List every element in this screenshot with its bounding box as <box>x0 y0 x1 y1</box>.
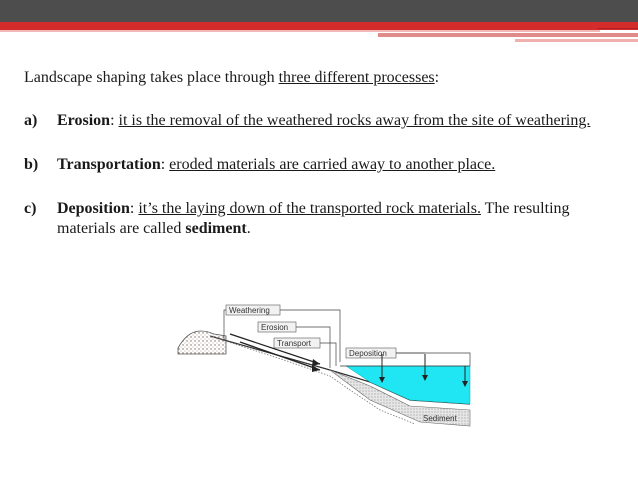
term-colon: : <box>129 200 139 217</box>
definition-deposition: it’s the laying down of the transported rock materials. <box>138 200 481 217</box>
label-sediment: Sediment <box>423 414 457 423</box>
list-item-deposition <box>24 199 606 239</box>
list-item-erosion <box>24 111 606 131</box>
header-bar-red-light <box>0 30 600 32</box>
list-marker: b) <box>24 156 39 173</box>
header-accent-line <box>598 28 638 29</box>
intro-colon: : <box>434 69 440 86</box>
intro-underlined: three different processes <box>278 69 435 86</box>
label-deposition: Deposition <box>349 349 387 358</box>
term-colon: : <box>160 156 170 173</box>
sentence-period: . <box>246 220 251 237</box>
definition-erosion: it is the removal of the weathered rocks away from the site of weathering. <box>118 112 591 129</box>
intro-text: Landscape shaping takes place through <box>24 69 279 86</box>
header-bar-red <box>0 22 638 30</box>
term-colon: : <box>110 112 119 129</box>
term-erosion: Erosion <box>57 112 111 129</box>
landscape-diagram <box>170 300 480 440</box>
slide-content <box>24 68 606 263</box>
list-marker: c) <box>24 200 37 217</box>
list-item-transportation <box>24 155 606 175</box>
sediment-sentence: The resulting materials are called <box>57 200 570 237</box>
list-item-body <box>57 199 606 239</box>
definition-transportation: eroded materials are carried away to another place. <box>169 156 496 173</box>
header-bar-dark <box>0 0 638 22</box>
list-marker: a) <box>24 112 38 129</box>
header-accent-bar-small <box>515 39 638 42</box>
term-deposition: Deposition <box>57 200 130 217</box>
label-erosion: Erosion <box>261 323 289 332</box>
intro-paragraph <box>24 68 606 88</box>
term-sediment: sediment <box>185 220 247 237</box>
hill-rock <box>178 331 226 354</box>
label-weathering: Weathering <box>229 306 270 315</box>
term-transportation: Transportation <box>57 156 161 173</box>
header-accent-bar <box>378 33 638 37</box>
list-item-body <box>57 111 606 131</box>
list-item-body <box>57 155 606 175</box>
label-transport: Transport <box>277 339 311 348</box>
